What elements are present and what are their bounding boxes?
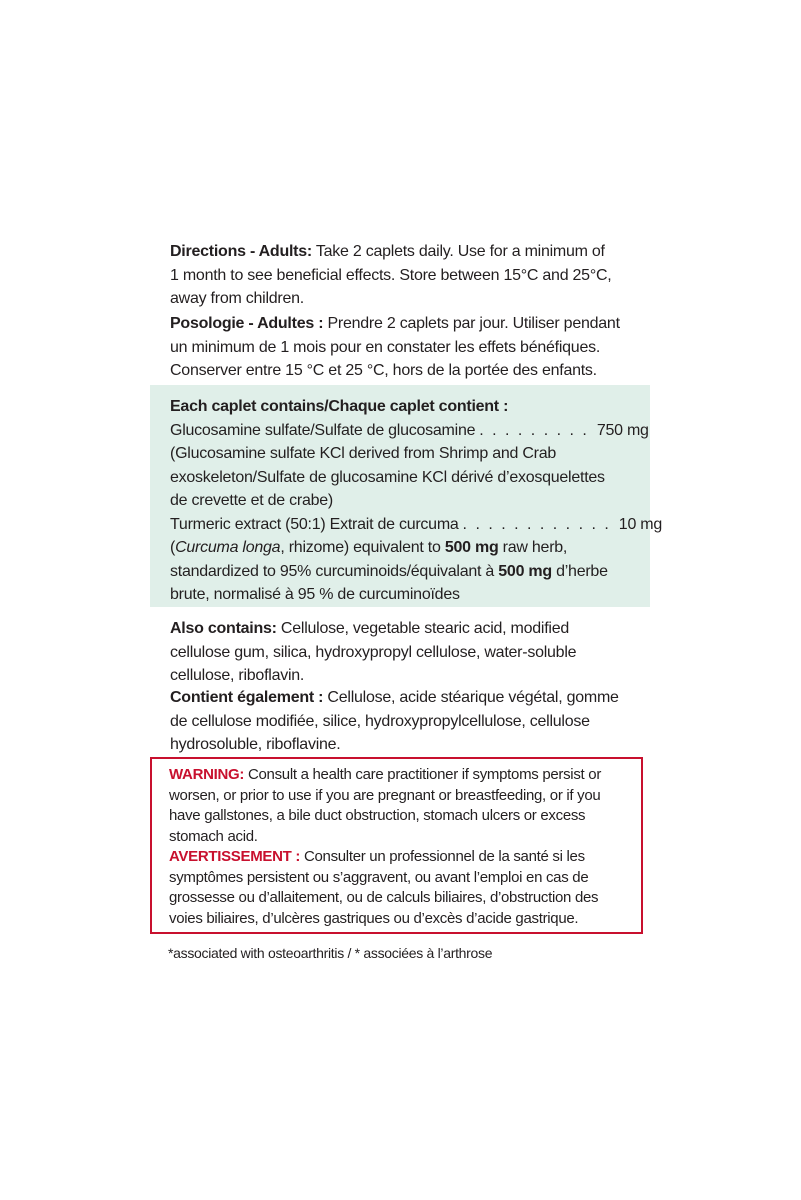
posologie-label: Posologie - Adultes : <box>170 315 324 332</box>
turmeric-detail-1-mid: , rhizome) equivalent to <box>280 539 445 556</box>
posologie-line-2: un minimum de 1 mois pour en constater les effets bénéfiques. <box>170 338 601 356</box>
posologie-line-3: Conserver entre 15 °C et 25 °C, hors de la portée des enfants. <box>170 362 597 379</box>
ingredient-turmeric-amount: 10 mg <box>618 515 663 533</box>
turmeric-detail-2-end: d’herbe <box>551 562 608 580</box>
contient-text-1: Cellulose, acide stéarique végétal, gomme <box>323 689 619 706</box>
directions-text-1: Take 2 caplets daily. Use for a minimum of <box>311 243 605 260</box>
raw-herb-amount: 500 mg <box>444 539 499 556</box>
ingredient-turmeric <box>170 513 663 537</box>
ingredient-glucosamine-amount: 750 mg <box>596 421 649 439</box>
avertissement-label: AVERTISSEMENT : <box>169 848 301 865</box>
avertissement-text-1: Consulter un professionnel de la santé si les <box>300 848 585 865</box>
directions-line-2: 1 month to see beneficial effects. Store between 15°C and 25°C, <box>170 266 612 284</box>
also-contains-section <box>170 617 650 688</box>
avertissement-line-2: symptômes persistent ou s’aggravent, ou avant l’emploi en cas de <box>169 868 589 886</box>
ingredient-glucosamine <box>170 419 649 443</box>
also-contains-label: Also contains: <box>170 620 277 637</box>
leader-dots: . . . . . . . . . . . . <box>462 515 611 533</box>
contents-title: Each caplet contains/Chaque caplet contient : <box>170 398 509 415</box>
directions-line-3: away from children. <box>170 290 304 307</box>
also-contains-text-1: Cellulose, vegetable stearic acid, modified <box>276 620 570 637</box>
warning-content <box>169 765 631 929</box>
warning-line-4: stomach acid. <box>169 827 258 845</box>
turmeric-detail-2-start: standardized to 95% curcuminoids/équivalant à <box>170 562 499 580</box>
posologie-section <box>170 312 650 383</box>
warning-text-1: Consult a health care practitioner if symptoms persist or <box>244 766 602 783</box>
also-contains-line-1 <box>170 617 650 641</box>
posologie-line-1 <box>170 312 650 336</box>
leader-dots: . . . . . . . . . <box>479 421 589 439</box>
contient-section <box>170 686 650 757</box>
warning-label: WARNING: <box>169 766 245 783</box>
contient-line-2: de cellulose modifiée, silice, hydroxypropylcellulose, cellulose <box>170 712 590 730</box>
directions-line-1 <box>170 240 650 264</box>
also-contains-line-2: cellulose gum, silica, hydroxypropyl cellulose, water-soluble <box>170 643 577 661</box>
ingredient-turmeric-name: Turmeric extract (50:1) Extrait de curcuma <box>170 515 459 533</box>
warning-line-2: worsen, or prior to use if you are pregnant or breastfeeding, or if you <box>169 786 601 804</box>
glucosamine-detail-2: exoskeleton/Sulfate de glucosamine KCl dérivé d’exosquelettes <box>170 468 605 486</box>
turmeric-detail-1-open: ( <box>170 539 176 556</box>
turmeric-detail-1-end: raw herb, <box>498 539 568 556</box>
footnote: *associated with osteoarthritis / * associées à l’arthrose <box>168 945 493 961</box>
caplet-contents <box>170 395 663 607</box>
ingredient-glucosamine-name: Glucosamine sulfate/Sulfate de glucosamine <box>170 421 476 439</box>
contient-line-1 <box>170 686 650 710</box>
avertissement-line-3: grossesse ou d’allaitement, ou de calculs biliaires, d’obstruction des <box>169 889 599 906</box>
warning-line-3: have gallstones, a bile duct obstruction, stomach ulcers or excess <box>169 807 586 824</box>
turmeric-detail-3: brute, normalisé à 95 % de curcuminoïdes <box>170 586 460 603</box>
contient-line-3: hydrosoluble, riboflavine. <box>170 736 341 753</box>
glucosamine-detail-3: de crevette et de crabe) <box>170 492 333 509</box>
caplet-contents-box <box>150 385 663 607</box>
turmeric-detail-2 <box>170 560 636 584</box>
avertissement-line-4: voies biliaires, d’ulcères gastriques ou d’excès d’acide gastrique. <box>169 909 579 927</box>
directions-label: Directions - Adults: <box>170 243 312 260</box>
posologie-text-1: Prendre 2 caplets par jour. Utiliser pendant <box>323 315 620 332</box>
avertissement-line-1 <box>169 847 631 868</box>
turmeric-detail-1 <box>170 536 636 560</box>
contient-label: Contient également : <box>170 689 324 706</box>
also-contains-line-3: cellulose, riboflavin. <box>170 667 305 684</box>
warning-box <box>150 757 643 934</box>
glucosamine-detail-1: (Glucosamine sulfate KCl derived from Shrimp and Crab <box>170 445 557 462</box>
herbe-amount: 500 mg <box>498 562 552 580</box>
latin-name: Curcuma longa <box>175 539 281 556</box>
warning-line-1 <box>169 765 631 786</box>
directions-section <box>170 240 650 311</box>
